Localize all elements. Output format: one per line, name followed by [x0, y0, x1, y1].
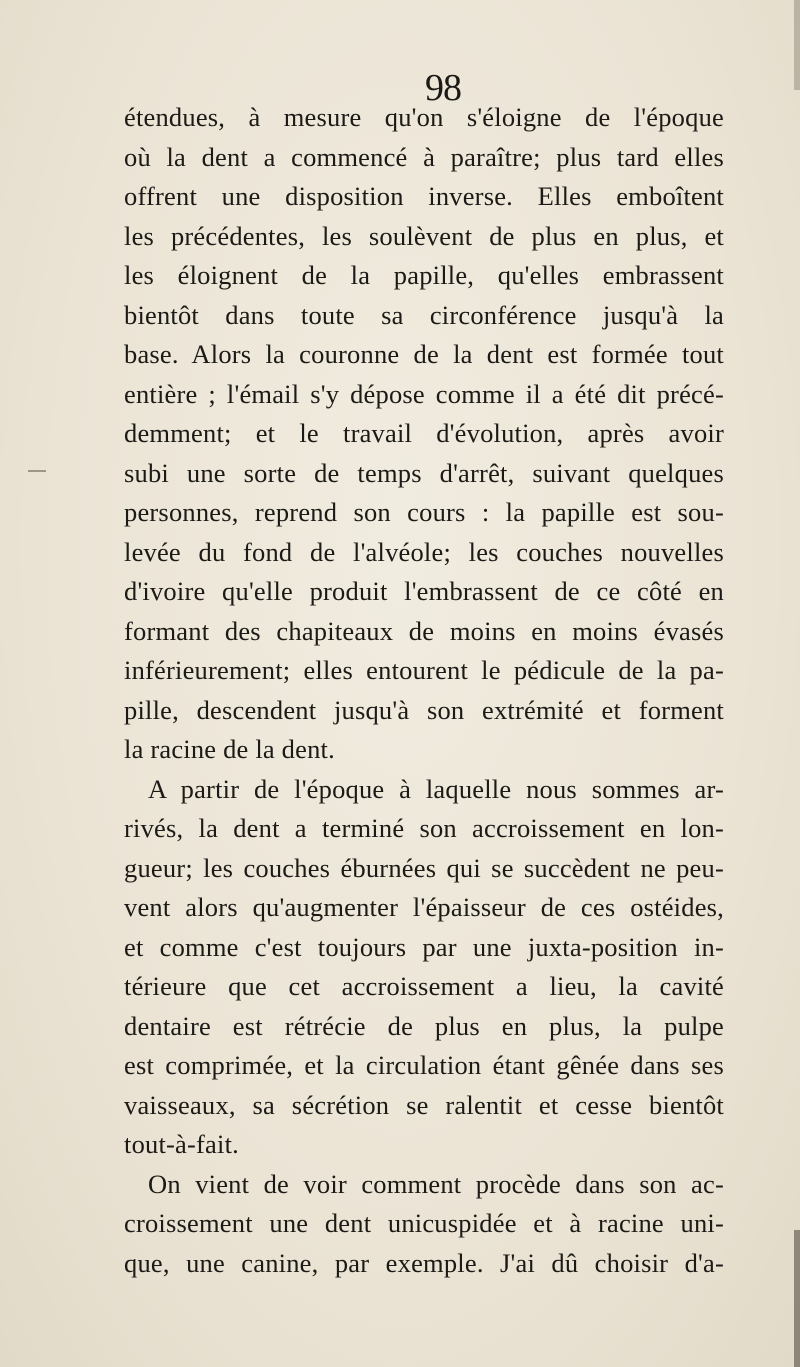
text-line: subi une sorte de temps d'arrêt, suivant quelques: [124, 457, 724, 488]
text-line: bientôt dans toute sa circonférence jusqu'à la: [124, 299, 724, 330]
text-line: vent alors qu'augmenter l'épaisseur de ces ostéides,: [124, 892, 724, 922]
text-line: térieure que cet accroissement a lieu, la cavité: [124, 971, 724, 1001]
paragraph: [124, 1165, 724, 1284]
text-line: est comprimée, et la circulation étant gênée dans ses: [124, 1050, 724, 1080]
page-edge-shadow: [794, 0, 800, 90]
text-line: personnes, reprend son cours : la papille est sou-: [124, 497, 724, 527]
text-line: tout-à-fait.: [124, 1129, 239, 1159]
text-line: base. Alors la couronne de la dent est formée tout: [124, 339, 724, 369]
text-line: inférieurement; elles entourent le pédicule de la pa-: [124, 655, 724, 685]
text-line: entière ; l'émail s'y dépose comme il a été dit précé-: [124, 378, 724, 409]
text-line: offrent une disposition inverse. Elles emboîtent: [124, 181, 724, 211]
page-edge-shadow: [794, 1230, 800, 1367]
text-line: pille, descendent jusqu'à son extrémité et forment: [124, 694, 724, 725]
text-line: où la dent a commencé à paraître; plus tard elles: [124, 141, 724, 172]
margin-mark: [28, 470, 46, 472]
text-line: vaisseaux, sa sécrétion se ralentit et cesse bientôt: [124, 1089, 724, 1120]
text-line: demment; et le travail d'évolution, après avoir: [124, 418, 724, 448]
text-line: étendues, à mesure qu'on s'éloigne de l'époque: [124, 102, 724, 132]
text-line: les éloignent de la papille, qu'elles embrassent: [124, 260, 724, 290]
text-line: que, une canine, par exemple. J'ai dû choisir d'a-: [124, 1247, 724, 1278]
page-number: 98: [425, 67, 461, 109]
text-line: croissement une dent unicuspidée et à racine uni-: [124, 1208, 724, 1238]
text-line: gueur; les couches éburnées qui se succèdent ne peu-: [124, 852, 724, 883]
text-line: dentaire est rétrécie de plus en plus, la pulpe: [124, 1010, 724, 1041]
text-line: et comme c'est toujours par une juxta-position in-: [124, 931, 724, 962]
text-line: les précédentes, les soulèvent de plus en plus, et: [124, 220, 724, 251]
text-line: d'ivoire qu'elle produit l'embrassent de ce côté en: [124, 576, 724, 606]
text-line: formant des chapiteaux de moins en moins évasés: [124, 615, 724, 646]
body-text: [124, 98, 724, 1283]
text-line: rivés, la dent a terminé son accroissement en lon-: [124, 813, 724, 843]
paragraph: [124, 98, 724, 770]
text-line: On vient de voir comment procède dans son ac-: [148, 1168, 724, 1199]
text-line: levée du fond de l'alvéole; les couches nouvelles: [124, 536, 724, 567]
text-line: A partir de l'époque à laquelle nous sommes ar-: [148, 773, 724, 804]
paragraph: [124, 770, 724, 1165]
text-line: la racine de la dent.: [124, 734, 335, 764]
